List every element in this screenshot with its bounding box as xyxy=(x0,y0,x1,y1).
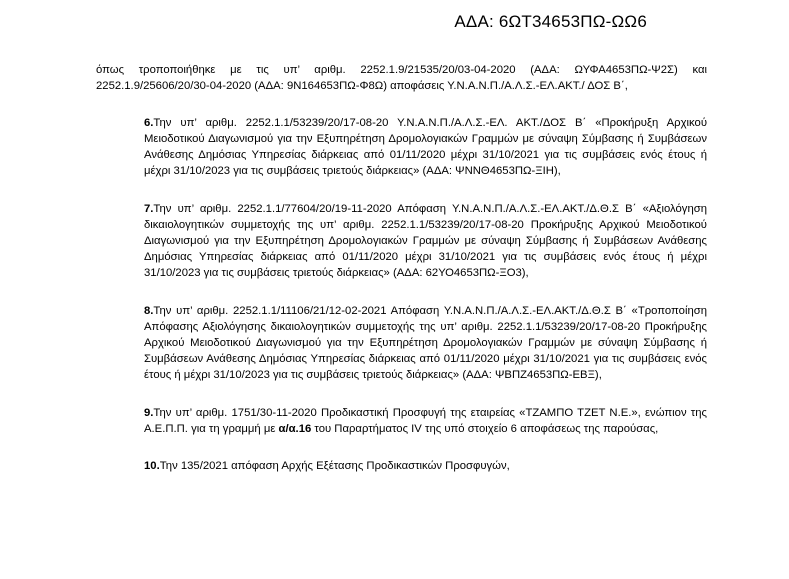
paragraph-text: Την υπ’ αριθμ. 2252.1.1/11106/21/12-02-2021 Απόφαση Υ.Ν.Α.Ν.Π./Α.Λ.Σ.-ΕΛ.ΑΚΤ./Δ.Θ.Σ Β΄ «Τροποποίηση Απόφασης Αξιολόγησης δικαιολογητικών συμμετοχής της υπ’ αριθμ. 2252.1.1/53239/20/17-08-20 Προκήρυξης Αρχικού Μειοδοτικού Διαγωνισμού για την Εξυπηρέτηση Δρομολογιακών Γραμμών με σύναψη Σύμβασης ή Συμβάσεων Ανάθεσης Δημόσιας Υπηρεσίας διάρκειας από 01/11/2020 μέχρι 31/10/2021 για τις συμβάσεις ενός έτους ή μέχρι 31/10/2023 για τις συμβάσεις τριετούς διάρκειας» (ΑΔΑ: ΨΒΠΖ4653ΠΩ-ΕΒΞ), xyxy=(144,305,707,381)
paragraph-item-7 xyxy=(96,201,707,281)
item-number: 9. xyxy=(144,407,154,419)
paragraph-item-8 xyxy=(96,303,707,383)
paragraph-continuation xyxy=(96,62,707,94)
item-number: 10. xyxy=(144,460,160,472)
item-number: 7. xyxy=(144,203,154,215)
item-number: 6. xyxy=(144,117,154,129)
paragraph-text: Την 135/2021 απόφαση Αρχής Εξέτασης Προδικαστικών Προσφυγών, xyxy=(159,460,510,472)
paragraph-text: Την υπ’ αριθμ. 2252.1.1/77604/20/19-11-2020 Απόφαση Υ.Ν.Α.Ν.Π./Α.Λ.Σ.-ΕΛ.ΑΚΤ./Δ.Θ.Σ Β΄ «Αξιολόγηση δικαιολογητικών συμμετοχής της υπ’ αριθμ. 2252.1.1/53239/20/17-08-20 Προκήρυξης Αρχικού Μειοδοτικού Διαγωνισμού για την Εξυπηρέτηση Δρομολογιακών Γραμμών με σύναψη Σύμβασης ή Συμβάσεων Ανάθεσης Δημόσιας Υπηρεσίας διάρκειας από 01/11/2020 μέχρι 31/10/2021 για τις συμβάσεις ενός έτους ή μέχρι 31/10/2023 για τις συμβάσεις τριετούς διάρκειας» (ΑΔΑ: 62ΥΟ4653ΠΩ-ΞΟ3), xyxy=(144,203,707,279)
paragraph-item-9 xyxy=(96,405,707,437)
item-number: 8. xyxy=(144,305,154,317)
paragraph-text: Την υπ’ αριθμ. 2252.1.1/53239/20/17-08-20 Υ.Ν.Α.Ν.Π./Α.Λ.Σ.-ΕΛ. ΑΚΤ./ΔΟΣ Β΄ «Προκήρυξη Αρχικού Μειοδοτικού Διαγωνισμού για την Εξυπηρέτηση Δρομολογιακών Γραμμών με σύναψη Σύμβασης ή Συμβάσεων Ανάθεσης Δημόσιας Υπηρεσίας διάρκειας από 01/11/2020 μέχρι 31/10/2021 για τις συμβάσεις ενός έτους ή μέχρι 31/10/2023 για τις συμβάσεις τριετούς διάρκειας» (ΑΔΑ: ΨΝΝΘ4653ΠΩ-ΞΙΗ), xyxy=(144,117,707,177)
paragraph-text: Την υπ’ αριθμ. 1751/30-11-2020 Προδικαστική Προσφυγή της εταιρείας «ΤΖΑΜΠΟ ΤΖΕΤ Ν.Ε.», ενώπιον της Α.Ε.Π.Π. για τη γραμμή με xyxy=(144,407,707,435)
paragraph-item-6 xyxy=(96,115,707,179)
paragraph-text: όπως τροποποιήθηκε με τις υπ’ αριθμ. 2252.1.9/21535/20/03-04-2020 (ΑΔΑ: ΩΥΦΑ4653ΠΩ-Ψ2Σ) και 2252.1.9/25606/20/30-04-2020 (ΑΔΑ: 9Ν164653ΠΩ-Φ8Ω) αποφάσεις Υ.Ν.Α.Ν.Π./Α.Λ.Σ.-ΕΛ.ΑΚΤ./ ΔΟΣ Β΄, xyxy=(96,64,707,92)
paragraph-text: του Παραρτήματος IV της υπό στοιχείο 6 αποφάσεως της παρούσας, xyxy=(311,423,659,435)
paragraph-item-10 xyxy=(96,458,707,474)
ada-header: ΑΔΑ: 6ΩΤ34653ΠΩ-ΩΩ6 xyxy=(454,12,647,31)
document-body xyxy=(96,62,707,474)
line-reference: α/α.16 xyxy=(278,423,312,435)
